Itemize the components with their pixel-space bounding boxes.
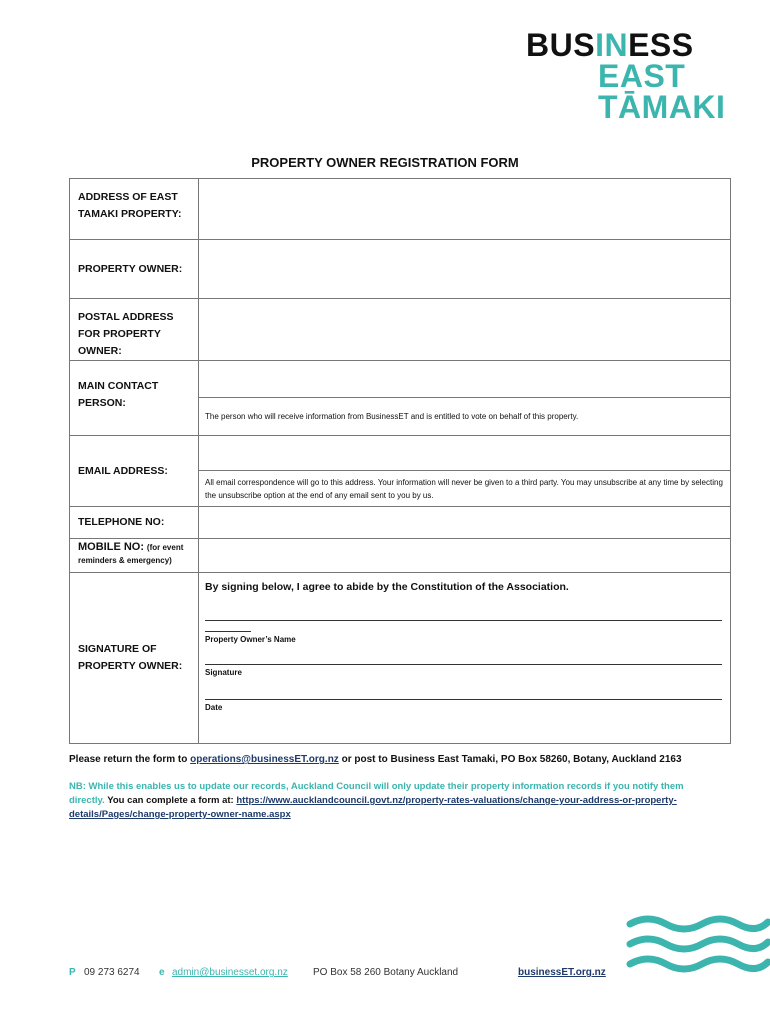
logo-text-bus: BUS	[526, 27, 596, 63]
main-contact-note: The person who will receive information from BusinessET and is entitled to vote on behalf of this property.	[205, 412, 579, 421]
wave-logo-icon	[626, 912, 770, 976]
footer-phone-letter: P	[69, 967, 76, 978]
footer-phone: 09 273 6274	[84, 967, 140, 978]
return-prefix: Please return the form to	[69, 754, 191, 765]
nb-teal-text: NB: While this enables us to update our records, Auckland Council will only update their property information records if you notify them directly.	[69, 781, 684, 806]
nb-dark-text: You can complete a form at:	[104, 795, 237, 806]
postal-address-field[interactable]	[199, 299, 731, 361]
form-title: PROPERTY OWNER REGISTRATION FORM	[251, 155, 519, 170]
signature-label: SIGNATURE OF PROPERTY OWNER:	[78, 643, 183, 672]
owner-label: PROPERTY OWNER:	[78, 262, 183, 275]
logo-text-in: IN	[595, 27, 629, 63]
postal-address-label: POSTAL ADDRESS FOR PROPERTY OWNER:	[78, 311, 174, 357]
footer-po-box: PO Box 58 260 Botany Auckland	[313, 967, 459, 978]
nb-note	[69, 780, 719, 822]
address-label: ADDRESS OF EAST TAMAKI PROPERTY:	[78, 191, 182, 220]
footer-website-link[interactable]: businessET.org.nz	[518, 967, 606, 978]
email-label: EMAIL ADDRESS:	[78, 464, 168, 477]
agreement-statement: By signing below, I agree to abide by the Constitution of the Association.	[205, 581, 569, 593]
operations-email-link[interactable]: operations@businessET.org.nz	[190, 754, 339, 765]
date-caption: Date	[205, 703, 223, 712]
mobile-label: MOBILE NO:	[78, 541, 144, 553]
footer-email-link[interactable]: admin@businesset.org.nz	[172, 967, 288, 978]
mobile-field[interactable]	[199, 539, 731, 573]
email-field[interactable]	[199, 436, 731, 471]
email-note: All email correspondence will go to this address. Your information will never be given to a third party. You may unsubscribe at any time by selecting the unsubscribe option at the end of any email sent to you by us.	[205, 477, 723, 500]
return-instructions	[69, 754, 749, 765]
owner-name-caption: Property Owner’s Name	[205, 635, 296, 644]
business-east-tamaki-logo	[526, 27, 726, 125]
logo-text-east: EAST	[598, 58, 686, 94]
logo-text-tamaki: TĀMAKI	[598, 89, 726, 125]
telephone-field[interactable]	[199, 507, 731, 539]
mobile-sub-label: (for event reminders & emergency)	[78, 543, 184, 565]
owner-name-line[interactable]	[205, 620, 722, 621]
auckland-council-link[interactable]: https://www.aucklandcouncil.govt.nz/property-rates-valuations/change-your-address-or-property-details/Pages/change-property-owner-name.aspx	[69, 795, 677, 820]
main-contact-field[interactable]	[199, 361, 731, 398]
registration-form-table	[69, 178, 731, 744]
signature-caption: Signature	[205, 668, 242, 677]
footer-email-letter: e	[159, 967, 165, 978]
address-field[interactable]	[199, 179, 731, 240]
main-contact-label: MAIN CONTACT PERSON:	[78, 380, 159, 409]
return-suffix: or post to Business East Tamaki, PO Box 58260, Botany, Auckland 2163	[338, 754, 682, 765]
logo-text-ess: ESS	[628, 27, 694, 63]
telephone-label: TELEPHONE NO:	[78, 516, 165, 528]
owner-field[interactable]	[199, 240, 731, 299]
